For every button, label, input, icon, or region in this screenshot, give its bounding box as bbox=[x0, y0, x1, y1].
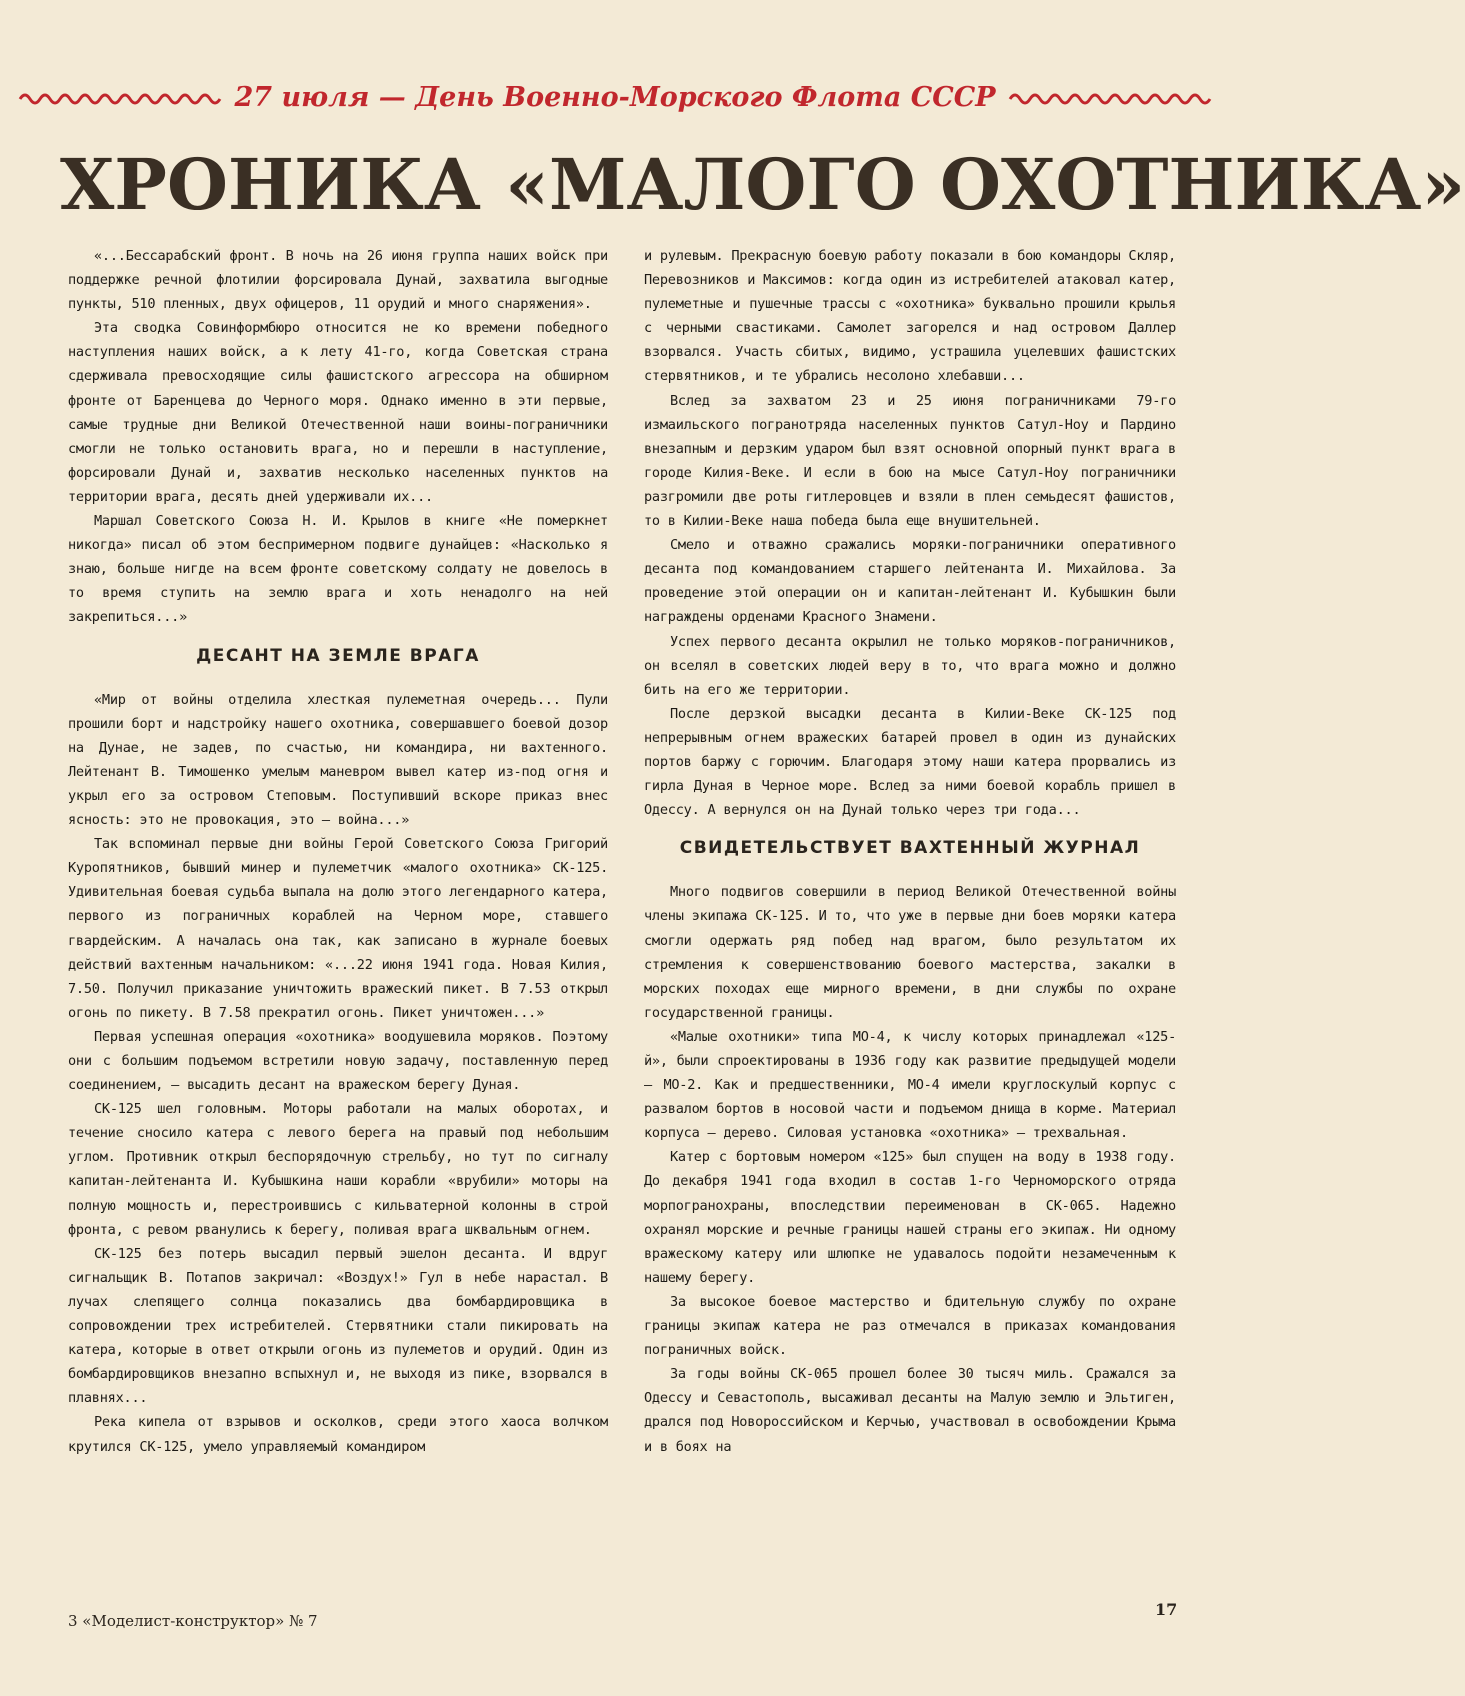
right-column bbox=[644, 244, 1176, 1459]
section-heading-logbook: СВИДЕТЕЛЬСТВУЕТ ВАХТЕННЫЙ ЖУРНАЛ bbox=[679, 838, 1141, 859]
paragraph: СК-125 шел головным. Моторы работали на малых оборотах, и течение сносило катера с левого берега на правый под небольшим углом. Противник открыл беспорядочную стрельбу, но тут по сигналу капитан-лейтенанта И. Кубышкина наши корабли «врубили» моторы на полную мощность и, перестроившись с кильватерной колонны в строй фронта, с ревом рванулись к берегу, поливая врага шквальным огнем. bbox=[68, 1101, 608, 1238]
paragraph: Река кипела от взрывов и осколков, среди этого хаоса волчком крутился СК-125, умело управляемый командиром bbox=[68, 1414, 608, 1455]
paragraph: и рулевым. Прекрасную боевую работу показали в бою командоры Скляр, Перевозников и Максимов: когда один из истребителей атаковал катер, пулеметные и пушечные трассы с «охотника» буквально прошили крылья с черными свастиками. Самолет загорелся и над островом Даллер взорвался. Участь сбитых, видимо, устрашила уцелевших фашистских стервятников, и те убрались несолоно хлебавши... bbox=[644, 248, 1176, 385]
paragraph: За высокое боевое мастерство и бдительную службу по охране границы экипаж катера не раз отмечался в приказах командования пограничных войск. bbox=[644, 1293, 1176, 1359]
page-number: 17 bbox=[1155, 1600, 1178, 1619]
paragraph: Успех первого десанта окрылил не только моряков-пограничников, он вселял в советских людей веру в то, что врага можно и должно бить на его же территории. bbox=[644, 633, 1176, 698]
section-heading-landing: ДЕСАНТ НА ЗЕМЛЕ ВРАГА bbox=[196, 645, 480, 666]
paragraph: Много подвигов совершили в период Великой Отечественной войны члены экипажа СК-125. И то, что уже в первые дни боев моряки катера смогли одержать ряд побед над врагом, было результатом их стремления к совершенствованию боевого мастерства, закалки в морских походах еще мирного времени, в дни службы по охране государственной границы. bbox=[644, 884, 1176, 1021]
paragraph: За годы войны СК-065 прошел более 30 тысяч миль. Сражался за Одессу и Севастополь, высаживал десанты на Малую землю и Эльтиген, дрался под Новороссийском и Керчью, участвовал в освобождении Крыма и в боях на bbox=[644, 1366, 1176, 1455]
paragraph: Вслед за захватом 23 и 25 июня пограничниками 79-го измаильского погранотряда населенных пунктов Сатул-Ноу и Пардино внезапным и дерзким ударом был взят основной опорный пункт врага в городе Килия-Веке. И если в бою на мысе Сатул-Ноу пограничники разгромили две роты гитлеровцев и взяли в плен семьдесят фашистов, то в Килии-Веке наша победа была еще внушительней. bbox=[644, 392, 1176, 530]
paragraph: После дерзкой высадки десанта в Килии-Веке СК-125 под непрерывным огнем вражеских батарей провел в один из дунайских портов баржу с горючим. Благодаря этому наши катера прорвались из гирла Дуная в Черное море. Вслед за ними боевой корабль пришел в Одессу. А вернулся он на Дунай только через три года... bbox=[644, 705, 1176, 819]
article-title: ХРОНИКА «МАЛОГО ОХОТНИКА» bbox=[60, 143, 1465, 226]
paragraph: Так вспоминал первые дни войны Герой Советского Союза Григорий Куропятников, бывший минер и пулеметчик «малого охотника» СК-125. Удивительная боевая судьба выпала на долю этого легендарного катера, первого из пограничных кораблей на Черном море, ставшего гвардейским. А началась она так, как записано в журнале боевых действий вахтенным начальником: «...22 июня 1941 года. Новая Килия, 7.50. Получил приказание уничтожить вражеский пикет. В 7.53 открыл огонь по пикету. В 7.58 прекратил огонь. Пикет уничтожен...» bbox=[68, 836, 608, 1021]
paragraph: «Малые охотники» типа МО-4, к числу которых принадлежал «125-й», были спроектированы в 1936 году как развитие предыдущей модели — МО-2. Как и предшественники, МО-4 имели круглоскулый корпус с развалом бортов в носовой части и подъемом днища в корме. Материал корпуса — дерево. Силовая установка «охотника» — трехвальная. bbox=[644, 1028, 1176, 1142]
paragraph: Катер с бортовым номером «125» был спущен на воду в 1938 году. До декабря 1941 года входил в состав 1-го Черноморского отряда морпогранохраны, впоследствии переименован в СК-065. Надежно охранял морские и речные границы нашей страны его экипаж. Ни одному вражескому катеру или шлюпке не удавалось подойти незамеченным к нашему берегу. bbox=[644, 1149, 1176, 1286]
paragraph: Маршал Советского Союза Н. И. Крылов в книге «Не померкнет никогда» писал об этом беспримерном подвиге дунайцев: «Насколько я знаю, больше нигде на всем фронте советскому солдату не довелось в то время ступить на землю врага и хоть ненадолго на ней закрепиться...» bbox=[68, 513, 608, 626]
magazine-footer: 3 «Моделист-конструктор» № 7 bbox=[68, 1612, 318, 1630]
paragraph: «...Бессарабский фронт. В ночь на 26 июня группа наших войск при поддержке речной флотилии форсировала Дунай, захватила выгодные пункты, 510 пленных, двух офицеров, 11 орудий и много снаряжения». bbox=[68, 248, 608, 313]
paragraph: Первая успешная операция «охотника» воодушевила моряков. Поэтому они с большим подъемом встретили новую задачу, поставленную перед соединением, — высадить десант на вражеском берегу Дуная. bbox=[68, 1028, 608, 1094]
holiday-line: 27 июля — День Военно-Морского Флота СССР bbox=[234, 81, 996, 113]
paragraph: СК-125 без потерь высадил первый эшелон десанта. И вдруг сигнальщик В. Потапов закричал: «Воздух!» Гул в небе нарастал. В лучах слепящего солнца показались два бомбардировщика в сопровождении трех истребителей. Стервятники стали пикировать на катера, которые в ответ открыли огонь из пулеметов и орудий. Один из бомбардировщиков внезапно вспыхнул и, не выходя из пике, взорвался в плавнях... bbox=[68, 1245, 608, 1407]
paragraph: Эта сводка Совинформбюро относится не ко времени победного наступления наших войск, а к лету 41-го, когда Советская страна сдерживала превосходящие силы фашистского агрессора на обширном фронте от Баренцева до Черного моря. Однако именно в эти первые, самые трудные дни Великой Отечественной наши воины-пограничники смогли не только остановить врага, но и перешли в наступление, форсировали Дунай и, захватив несколько населенных пунктов на территории врага, десять дней удерживали их... bbox=[68, 320, 608, 505]
paragraph: «Мир от войны отделила хлесткая пулеметная очередь... Пули прошили борт и надстройку нашего охотника, совершавшего боевой дозор на Дунае, не задев, по счастью, ни командира, ни вахтенного. Лейтенант В. Тимошенко умелым маневром вывел катер из-под огня и укрыл его за островом Степовым. Поступивший вскоре приказ внес ясность: это не провокация, это — война...» bbox=[68, 691, 608, 829]
holiday-banner bbox=[55, 72, 1175, 122]
left-column bbox=[68, 244, 608, 1459]
paragraph: Смело и отважно сражались моряки-пограничники оперативного десанта под командованием старшего лейтенанта И. Михайлова. За проведение этой операции он и капитан-лейтенант И. Кубышкин были награждены орденами Красного Знамени. bbox=[644, 537, 1176, 626]
left-wave-ornament bbox=[20, 87, 220, 107]
right-wave-ornament bbox=[1010, 87, 1210, 107]
